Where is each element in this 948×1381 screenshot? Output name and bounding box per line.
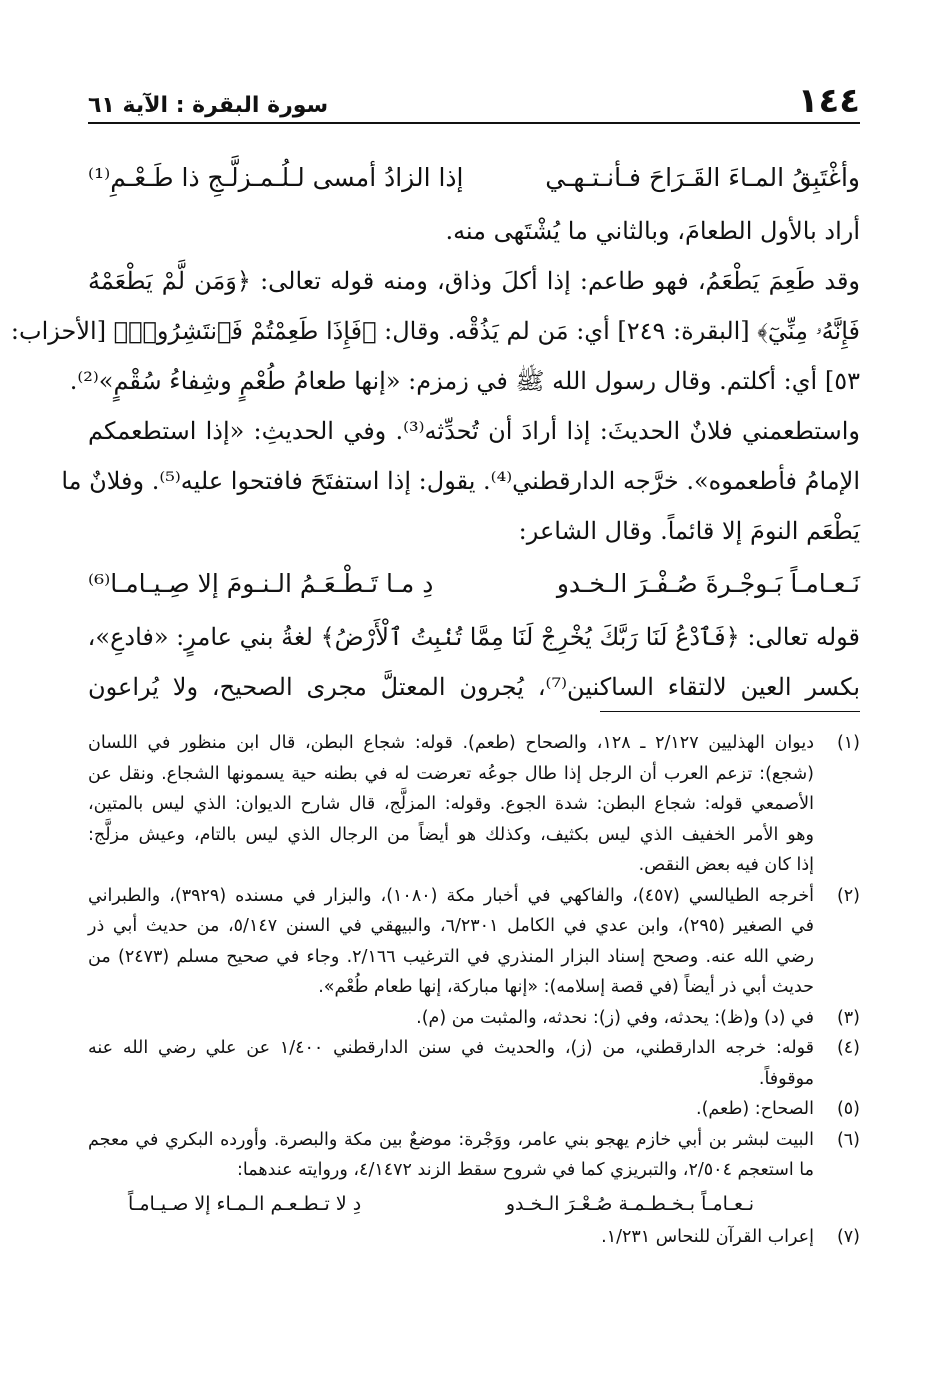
text-line: قوله تعالى: ﴿فَٱدْعُ لَنَا رَبَّكَ يُخْرِجْ لَنَا مِمَّا تُنۢبِتُ ٱلْأَرْضُ﴾ لغةُ بني عامرٍ: «فادعِ»، — [87, 623, 860, 651]
text-line: ٥٣] أي: أكلتم. وقال رسول الله ﷺ في زمزم: «إنها طعامُ طُعْمٍ وشِفاءُ سُقْمٍ»⁽²⁾. — [69, 367, 860, 395]
footnote-line: في (د) و(ظ): يحدثه، وفي (ز): نحدثه، والمثبت من (م). — [416, 1007, 814, 1028]
footnote-text — [88, 1033, 814, 1094]
footnote-line: حديث أبي ذر أيضاً (في قصة إسلامه): «إنها مباركة، إنها طعام طُعْم». — [318, 977, 814, 997]
footnote-line: في الصغير (٢٩٥)، وابن عدي في الكامل ٦/٢٣٠١، والبيهقي في السنن ٥/١٤٧، من حديث أبي ذر — [88, 916, 814, 936]
footnote-number: (٦) — [836, 1129, 860, 1150]
footnote-text — [88, 1094, 814, 1125]
footnote-line: (شجع): تزعم العرب أن الرجل إذا طال جوعُه تعرضت له في بطنه حية يسمونها الشجاع. ونقل عن — [88, 763, 814, 784]
text-line: فَإِنَّهُۥ مِنِّيٓ﴾ [البقرة: ٢٤٩] أي: مَن لم يَذُقْه. وقال: ﴿فَإِذَا طَعِمْتُمْ فَٱنتَشِرُوا۟﴾ [الأحزاب: — [10, 317, 860, 345]
footnote — [88, 1033, 860, 1094]
footnote — [88, 1094, 860, 1125]
footnote — [88, 1222, 860, 1253]
verse-first-hemistich: وأغْتَبِقُ المـاءَ القَـرَاحَ فـأنـتـهـي — [545, 163, 860, 192]
footnote — [88, 881, 860, 1003]
footnotes — [88, 728, 860, 1252]
footnote — [88, 728, 860, 881]
text-line: يَطْعَم النومَ إلا قائماً. وقال الشاعر: — [518, 517, 860, 545]
footnote-text — [88, 1222, 814, 1253]
footnote-text — [88, 881, 814, 1003]
footnote-line: وهو الأمر الخفيف الذي ليس بكثيف، وكذلك هو أيضاً من الرجال الذي ليس بالتام، وعيش مزلَّج: — [88, 824, 814, 845]
footnote — [88, 1125, 860, 1222]
footnote-text — [88, 1003, 814, 1034]
footnote-line: ديوان الهذليين ٢/١٢٧ ـ ١٢٨، والصحاح (طعم). قوله: شجاع البطن، قال ابن منظور في اللسان — [88, 733, 814, 753]
page-header — [88, 81, 860, 124]
verse-second-hemistich: دِ لا تـطـعـم الـمـاء إلا صـيـامـاً — [128, 1192, 362, 1215]
footnote-line: قوله: خرجه الدارقطني، من (ز)، والحديث في سنن الدارقطني ١/٤٠٠ عن علي رضي الله عنه — [88, 1038, 814, 1058]
text-line: بكسر العين لالتقاء الساكنين⁽⁷⁾، يُجرون المعتلَّ مجرى الصحيح، ولا يُراعون — [88, 673, 860, 701]
footnote — [88, 1003, 860, 1034]
main-text — [10, 150, 860, 712]
verse-first-hemistich: نَـعـامـاً بَـوجْـرةَ صُـفْـرَ الـخـدو — [556, 569, 860, 598]
footnote-text — [88, 1125, 814, 1222]
footnote-number: (٣) — [836, 1007, 860, 1028]
running-title: سورة البقرة : الآية ٦١ — [88, 93, 329, 118]
poem-verse — [88, 556, 860, 612]
footnote-line: إعراب القرآن للنحاس ١/٢٣١. — [601, 1226, 814, 1247]
footnote-line: إذا كان فيه بعض النقص. — [638, 855, 814, 875]
footnote-line: رضي الله عنه. وصحح إسناد البزار المنذري في الترغيب ٢/١٦٦. وجاء في صحيح مسلم (٢٤٧٣) من — [88, 946, 814, 967]
verse-first-hemistich: نـعـامـاً بـخـطـمـة صُـعْـرَ الـخـدو — [505, 1192, 754, 1215]
poem-verse — [88, 150, 860, 206]
page-number: ١٤٤ — [797, 81, 860, 121]
footnote-poem-verse — [88, 1186, 814, 1222]
footnote-line: أخرجه الطيالسي (٤٥٧)، والفاكهي في أخبار مكة (١٠٨٠)، والبزار في مسنده (٣٩٢٩)، والطبراني — [88, 885, 815, 906]
footnote-number: (٧) — [836, 1226, 860, 1247]
footnote-line: الصحاح: (طعم). — [696, 1099, 814, 1119]
footnote-separator — [600, 711, 860, 712]
footnote-number: (١) — [836, 733, 860, 753]
text-line: الإمامُ فأطعموه». خرَّجه الدارقطني⁽⁴⁾. يقول: إذا استفتَحَ فافتحوا عليه⁽⁵⁾. وفلانٌ ما — [61, 467, 860, 495]
footnote-number: (٥) — [836, 1099, 860, 1119]
footnote-number: (٢) — [836, 885, 860, 906]
text-line: أراد بالأول الطعامَ، وبالثاني ما يُشْتَهى منه. — [445, 217, 860, 245]
footnote-text — [88, 728, 814, 881]
verse-second-hemistich: إذا الزادُ أمسى لـلُـمـزلَّـجِ ذا طَـعْـمِ⁽¹⁾ — [88, 163, 464, 192]
text-line: واستطعمني فلانٌ الحديثَ: إذا أرادَ أن تُحدِّثه⁽³⁾. وفي الحديثِ: «إذا استطعمكم — [88, 417, 860, 445]
text-line: وقد طَعِمَ يَطْعَمُ، فهو طاعم: إذا أكلَ وذاق، ومنه قوله تعالى: ﴿وَمَن لَّمْ يَطْعَمْهُ — [88, 267, 860, 295]
footnote-line: ما استعجم ٢/٥٠٤، والتبريزي كما في شروح سقط الزند ٤/١٤٧٢، وروايته عندهما: — [237, 1160, 814, 1180]
footnote-line: البيت لبشر بن أبي خازم يهجو بني عامر، ووَجْرة: موضعٌ بين مكة والبصرة. وأورده البكري في معجم — [88, 1129, 814, 1150]
verse-second-hemistich: دِ مـا تَـطْـعَـمُ الـنـومَ إلا صِـيـامـا⁽⁶⁾ — [88, 569, 434, 598]
footnote-line: موقوفاً. — [758, 1068, 814, 1089]
footnote-number: (٤) — [836, 1038, 860, 1058]
footnote-line: الأصمعي قوله: شجاع البطن: شدة الجوع. وقوله: المزلَّج، قال شارح الديوان: الذي ليس بالمتين، — [88, 794, 814, 814]
